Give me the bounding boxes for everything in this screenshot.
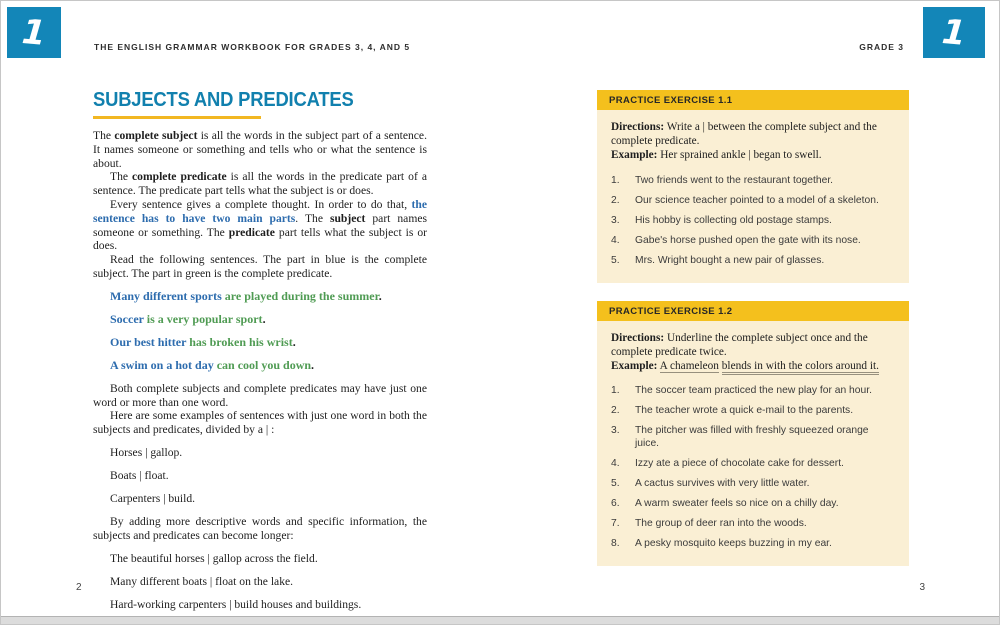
item-number: 8. bbox=[611, 537, 620, 549]
item-text: Our science teacher pointed to a model of a skeleton. bbox=[635, 194, 879, 206]
item-number: 2. bbox=[611, 405, 620, 417]
lesson-paragraph: Every sentence gives a complete thought. In order to do that, the sentence has to have two main parts. The subject part names someone or something. The predicate part tells what the subject is or does. bbox=[93, 197, 427, 253]
exercise-item-list bbox=[611, 385, 895, 550]
example-sentence: Horses | gallop. bbox=[110, 445, 183, 459]
item-text: A pesky mosquito keeps buzzing in my ear. bbox=[635, 537, 832, 549]
exercise-directions: Directions: Underline the complete subject once and the complete predicate twice. bbox=[611, 331, 868, 358]
exercise-item bbox=[611, 478, 895, 491]
example-sentence: The beautiful horses | gallop across the field. bbox=[110, 551, 318, 565]
exercise-item bbox=[611, 255, 895, 268]
page-bottom-edge bbox=[1, 616, 999, 624]
example-sentence: Soccer is a very popular sport. bbox=[110, 311, 266, 326]
exercise-item-list bbox=[611, 175, 895, 268]
lesson-paragraph: By adding more descriptive words and specific information, the subjects and predicates can become longer: bbox=[93, 514, 427, 542]
exercise-example: Example: Her sprained ankle | began to swell. bbox=[611, 149, 822, 162]
page-number-left: 2 bbox=[76, 582, 82, 593]
chapter-number-badge-left bbox=[7, 7, 61, 58]
item-number: 4. bbox=[611, 234, 620, 246]
item-number: 3. bbox=[611, 214, 620, 226]
exercise-example: Example: A chameleon blends in with the colors around it. bbox=[611, 359, 895, 373]
example-sentence: Our best hitter has broken his wrist. bbox=[110, 334, 296, 349]
title-underline-rule bbox=[93, 116, 261, 119]
exercise-banner: PRACTICE EXERCISE 1.1 bbox=[597, 90, 909, 110]
exercise-item bbox=[611, 195, 895, 208]
exercise-item bbox=[611, 518, 895, 531]
running-head-grade: GRADE 3 bbox=[859, 42, 904, 52]
exercise-item bbox=[611, 175, 895, 188]
lesson-paragraph: The complete subject is all the words in the subject part of a sentence. It names someone or something and tells who or what the sentence is about. bbox=[93, 129, 427, 170]
longer-examples bbox=[110, 552, 427, 611]
example-sentence: Many different sports are played during the summer. bbox=[110, 288, 382, 303]
lesson-page bbox=[93, 89, 427, 621]
practice-exercise-1-2 bbox=[597, 301, 909, 566]
example-sentence: Carpenters | build. bbox=[110, 491, 196, 505]
example-sentence: A swim on a hot day can cool you down. bbox=[110, 357, 315, 372]
item-number: 1. bbox=[611, 385, 620, 397]
item-number: 2. bbox=[611, 194, 620, 206]
running-head-book-title: THE ENGLISH GRAMMAR WORKBOOK FOR GRADES 3, 4, AND 5 bbox=[94, 42, 411, 52]
exercise-item bbox=[611, 385, 895, 398]
item-text: The pitcher was filled with freshly squeezed orange juice. bbox=[635, 425, 869, 449]
item-number: 7. bbox=[611, 517, 620, 529]
one-word-examples bbox=[110, 446, 427, 505]
lesson-paragraph: The complete predicate is all the words in the predicate part of a sentence. The predicate part tells what the subject is or does. bbox=[93, 170, 427, 198]
example-sentence: Many different boats | float on the lake. bbox=[110, 574, 294, 588]
exercise-body bbox=[597, 321, 909, 566]
item-text: Izzy ate a piece of chocolate cake for dessert. bbox=[635, 457, 844, 469]
exercise-item bbox=[611, 215, 895, 228]
page-number-right: 3 bbox=[919, 582, 925, 593]
item-number: 4. bbox=[611, 457, 620, 469]
color-coded-examples bbox=[110, 290, 427, 372]
exercise-item bbox=[611, 458, 895, 471]
item-text: Gabe's horse pushed open the gate with its nose. bbox=[635, 234, 861, 246]
item-text: The teacher wrote a quick e-mail to the parents. bbox=[635, 405, 854, 417]
exercise-item bbox=[611, 538, 895, 551]
item-text: The group of deer ran into the woods. bbox=[635, 517, 807, 529]
exercise-item bbox=[611, 498, 895, 511]
item-number: 6. bbox=[611, 497, 620, 509]
item-text: The soccer team practiced the new play for an hour. bbox=[635, 385, 872, 397]
item-number: 1. bbox=[611, 174, 620, 186]
chapter-number: 1 bbox=[20, 11, 48, 54]
chapter-number: 1 bbox=[940, 11, 968, 54]
item-text: A cactus survives with very little water. bbox=[635, 477, 810, 489]
exercise-item bbox=[611, 235, 895, 248]
exercise-item bbox=[611, 405, 895, 418]
example-sentence: Hard-working carpenters | build houses and buildings. bbox=[110, 597, 362, 611]
exercise-item bbox=[611, 425, 895, 450]
item-text: A warm sweater feels so nice on a chilly day. bbox=[635, 497, 839, 509]
item-text: Two friends went to the restaurant together. bbox=[635, 174, 834, 186]
lesson-title: SUBJECTS AND PREDICATES bbox=[93, 89, 354, 111]
practice-exercise-1-1 bbox=[597, 90, 909, 283]
item-text: His hobby is collecting old postage stamps. bbox=[635, 214, 832, 226]
lesson-paragraph: Read the following sentences. The part in blue is the complete subject. The part in green is the complete predicate. bbox=[93, 253, 427, 280]
chapter-number-badge-right bbox=[923, 7, 985, 58]
item-number: 5. bbox=[611, 477, 620, 489]
lesson-paragraph: Both complete subjects and complete predicates may have just one word or more than one word. bbox=[93, 381, 427, 409]
lesson-paragraph: Here are some examples of sentences with just one word in both the subjects and predicates, divided by a | : bbox=[93, 409, 427, 437]
item-number: 3. bbox=[611, 425, 620, 437]
exercise-page bbox=[597, 90, 909, 584]
item-text: Mrs. Wright bought a new pair of glasses. bbox=[635, 254, 825, 266]
example-sentence: Boats | float. bbox=[110, 468, 169, 482]
exercise-banner: PRACTICE EXERCISE 1.2 bbox=[597, 301, 909, 321]
exercise-directions: Directions: Write a | between the complete subject and the complete predicate. bbox=[611, 121, 877, 148]
exercise-body bbox=[597, 110, 909, 283]
item-number: 5. bbox=[611, 254, 620, 266]
